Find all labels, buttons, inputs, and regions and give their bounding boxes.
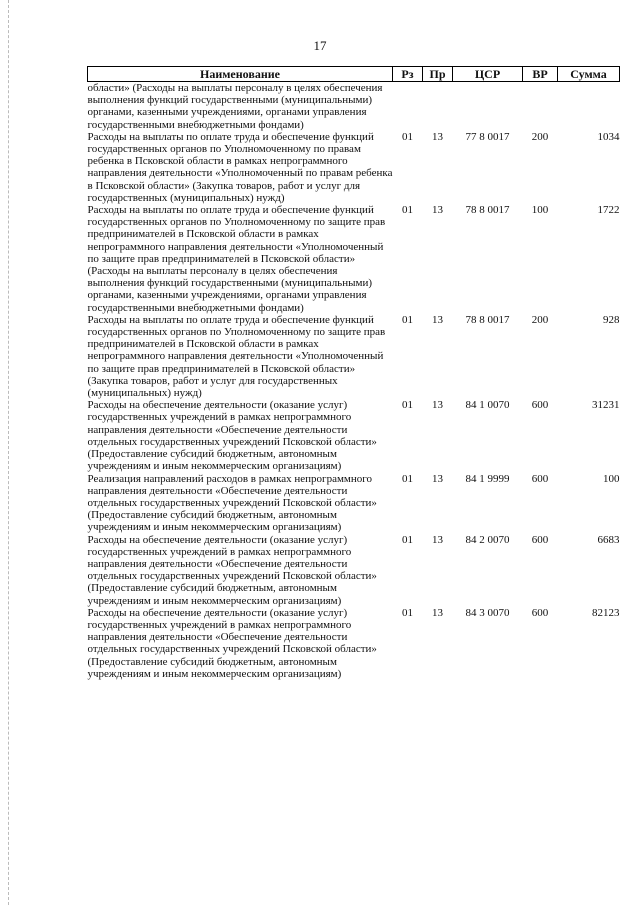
header-pr: Пр xyxy=(423,67,453,82)
header-csr: ЦСР xyxy=(453,67,523,82)
row-rz: 01 xyxy=(402,313,413,326)
table-row xyxy=(88,473,620,534)
row-rz: 01 xyxy=(402,606,413,619)
table-header-row xyxy=(88,67,620,82)
table-row xyxy=(88,607,620,680)
row-sum: 31231 xyxy=(592,399,620,412)
row-csr: 84 3 0070 xyxy=(465,606,510,619)
table-row xyxy=(88,534,620,607)
row-pr: 13 xyxy=(432,399,443,412)
row-rz: 01 xyxy=(402,399,413,412)
row-csr: 84 1 0070 xyxy=(465,399,510,412)
scan-edge xyxy=(8,0,10,905)
table-row xyxy=(88,204,620,314)
row-csr: 78 8 0017 xyxy=(465,204,510,217)
row-csr: 78 8 0017 xyxy=(465,313,510,326)
row-sum: 6683 xyxy=(597,533,620,546)
row-pr: 13 xyxy=(432,472,443,485)
header-rz: Рз xyxy=(393,67,423,82)
table-row xyxy=(88,131,620,204)
budget-table xyxy=(87,66,620,680)
table-row xyxy=(88,399,620,472)
row-vr: 100 xyxy=(531,204,549,217)
row-name: Расходы на выплаты по оплате труда и обеспечение функций государственных органов по Уполномоченному по правам ребенка в Псковской области в рамках непрограммного направления деятельности «Уполномоченный по правам ребенка в Псковской области» (Закупка товаров, работ и услуг для государственных (муниципальных) нужд) xyxy=(87,130,393,204)
row-name: Расходы на выплаты по оплате труда и обеспечение функций государственных органов по Уполномоченному по защите прав предпринимателей в Псковской области в рамках непрограммного направления деятельности «Уполномоченный по защите прав предпринимателей в Псковской области» (Закупка товаров, работ и услуг для государственных (муниципальных) нужд) xyxy=(87,313,386,400)
header-sum: Сумма xyxy=(558,67,620,82)
row-vr: 600 xyxy=(531,399,549,412)
row-sum: 1034 xyxy=(597,130,620,143)
row-vr: 600 xyxy=(531,533,549,546)
header-vr: ВР xyxy=(523,67,558,82)
row-rz: 01 xyxy=(402,204,413,217)
row-pr: 13 xyxy=(432,313,443,326)
row-pr: 13 xyxy=(432,204,443,217)
header-name: Наименование xyxy=(88,67,393,82)
row-sum: 82123 xyxy=(592,606,620,619)
row-pr: 13 xyxy=(432,130,443,143)
row-sum: 100 xyxy=(603,472,620,485)
table-row xyxy=(88,314,620,399)
page-number: 17 xyxy=(313,38,327,53)
row-sum: 1722 xyxy=(597,204,620,217)
row-csr: 77 8 0017 xyxy=(465,130,510,143)
row-name: Расходы на выплаты по оплате труда и обеспечение функций государственных органов по Уполномоченному по защите прав предпринимателей в Псковской области в рамках непрограммного направления деятельности «Уполномоченный по защите прав предпринимателей в Псковской области» (Расходы на выплаты персоналу в целях обеспечения выполнения функций государственными (муниципальными) органами, казенными учреждениями, органами управления государственными внебюджетными фондами) xyxy=(87,204,386,314)
row-name: Реализация направлений расходов в рамках непрограммного направления деятельности «Обеспечение деятельности отдельных государственных учреждений Псковской области» (Предоставление субсидий бюджетным, автономным учреждениям и иным некоммерческим организациям) xyxy=(87,472,377,534)
row-vr: 200 xyxy=(531,130,549,143)
row-sum: 928 xyxy=(603,313,620,326)
row-name: области» (Расходы на выплаты персоналу в целях обеспечения выполнения функций государственными (муниципальными) органами, казенными учреждениями, органами управления государственными внебюджетными фондами) xyxy=(87,82,383,131)
row-pr: 13 xyxy=(432,606,443,619)
row-vr: 600 xyxy=(531,472,549,485)
row-rz: 01 xyxy=(402,472,413,485)
row-name: Расходы на обеспечение деятельности (оказание услуг) государственных учреждений в рамках непрограммного направления деятельности «Обеспечение деятельности отдельных государственных учреждений Псковской области» (Предоставление субсидий бюджетным, автономным учреждениям и иным некоммерческим организациям) xyxy=(87,533,377,607)
row-name: Расходы на обеспечение деятельности (оказание услуг) государственных учреждений в рамках непрограммного направления деятельности «Обеспечение деятельности отдельных государственных учреждений Псковской области» (Предоставление субсидий бюджетным, автономным учреждениям и иным некоммерческим организациям) xyxy=(87,606,377,680)
row-pr: 13 xyxy=(432,533,443,546)
row-rz: 01 xyxy=(402,130,413,143)
row-vr: 200 xyxy=(531,313,549,326)
row-csr: 84 1 9999 xyxy=(465,472,510,485)
row-rz: 01 xyxy=(402,533,413,546)
table-row-continuation xyxy=(88,82,620,131)
row-name: Расходы на обеспечение деятельности (оказание услуг) государственных учреждений в рамках непрограммного направления деятельности «Обеспечение деятельности отдельных государственных учреждений Псковской области» (Предоставление субсидий бюджетным, автономным учреждениям и иным некоммерческим организациям) xyxy=(87,399,377,473)
row-csr: 84 2 0070 xyxy=(465,533,510,546)
row-vr: 600 xyxy=(531,606,549,619)
